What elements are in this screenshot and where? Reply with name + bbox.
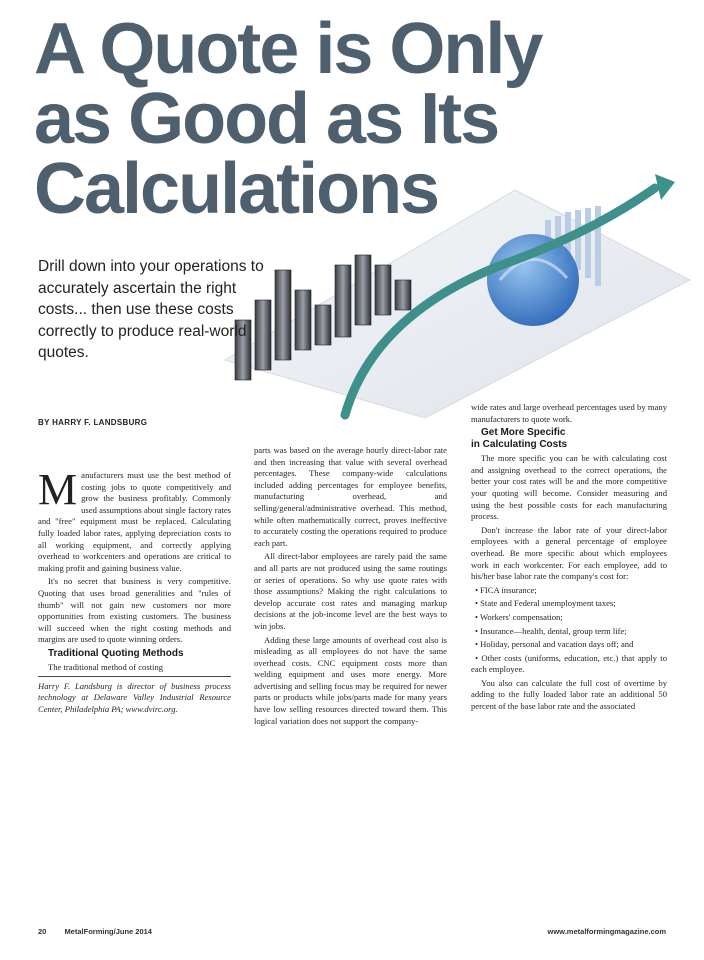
subhead-line-2: in Calculating Costs — [471, 439, 568, 451]
byline: BY HARRY F. LANDSBURG — [38, 418, 148, 427]
title-line-1: A Quote is Only — [34, 9, 542, 89]
bullet-item: • Other costs (uniforms, education, etc.) that apply to each employee. — [471, 652, 667, 675]
page-number: 20 — [38, 927, 47, 936]
subhead-line-1: Get More Specific — [481, 427, 566, 439]
issue-label: MetalForming/June 2014 — [64, 927, 152, 936]
page-footer — [38, 927, 666, 939]
hero-chart-illustration — [215, 170, 695, 420]
bullet-item: • Holiday, personal and vacation days off; and — [475, 639, 634, 650]
bullet-item: • Insurance—health, dental, group term life; — [475, 625, 627, 636]
column-3 — [471, 402, 667, 914]
bullet-item: • State and Federal unemployment taxes; — [475, 598, 616, 609]
bullet-item: • FICA insurance; — [475, 584, 537, 595]
paragraph: It's no secret that business is very competitive. Quoting that uses broad generalities and "rules of thumb" will not gain new customers nor more opportunities from existing customers. The business will succeed when the right costing methods and margins are used to quote winning orders. — [38, 576, 231, 645]
title-line-3: Calculations — [34, 149, 439, 229]
column-2 — [254, 445, 447, 913]
paragraph: The more specific you can be with calculating cost and assigning overhead to the correct operations, the better your cost rates will be and the more competitive your quoting will become. Consider measuring and using the best possible costs for each manufacturing process. — [471, 453, 667, 522]
paragraph: The traditional method of costing — [48, 661, 164, 672]
subhead-traditional-quoting: Traditional Quoting Methods — [48, 647, 184, 659]
paragraph: parts was based on the average hourly direct-labor rate and then increasing that value with several overhead percentages. These company-wide calculations included adding percentages for employee benefits, manufacturing overhead, and selling/general/administrative overhead. This method, while often mathematically correct, proves ineffective to accurately costing the operations required to produce each part. — [254, 445, 447, 548]
footer-left — [38, 927, 152, 936]
paragraph: wide rates and large overhead percentages used by many manufacturers to quote work. — [471, 402, 667, 424]
intro-text: anufacturers must use the best method of costing jobs to quote competitively and grow the business profitably. Commonly used assumptions about single factory rates and "free" equipment must be replaced. Calculating fully loaded labor rates, applying depreciation costs to all working equipment, and correctly applying overhead to workcenters and operations are critical to making profit and gaining business value. — [38, 470, 231, 573]
paragraph: Don't increase the labor rate of your direct-labor employees with a general percentage of employee overhead. Be more specific about which employees work in each workcenter. For each employee, add to his/her base labor rate the company's cost for: — [471, 524, 667, 582]
footer-url[interactable]: www.metalformingmagazine.com — [547, 927, 666, 936]
intro-paragraph — [38, 470, 231, 574]
author-bio: Harry F. Landsburg is director of business process technology at Delaware Valley Industrial Resource Center, Philadelphia PA; www.dvirc.org. — [38, 676, 231, 716]
subhead-get-more-specific — [471, 427, 667, 451]
bullet-item: • Workers' compensation; — [475, 611, 563, 622]
paragraph: Adding these large amounts of overhead cost also is misleading as all employees do not have the same overhead costs. CNC equipment costs more than welding equipment and uses more energy. More advertising and selling focus may be required for newer parts or products while jobs/parts made for many years have low selling resources directed toward them. This logical variation does not support the company- — [254, 634, 447, 726]
paragraph: You also can calculate the full cost of overtime by adding to the fully loaded labor rate an additional 50 percent of the base labor rate and the associated — [471, 677, 667, 712]
paragraph: All direct-labor employees are rarely paid the same and all parts are not produced using the same routings or series of operations. So why use quote rates with those assumptions? Making the right calculations to develop accurate cost rates and managing markup decisions at the job-income level are the best ways to win jobs. — [254, 551, 447, 631]
article-deck: Drill down into your operations to accurately ascertain the right costs... then use these costs correctly to produce real-world quotes. — [38, 258, 264, 361]
title-line-2: as Good as Its — [34, 79, 499, 159]
drop-cap: M — [38, 470, 78, 514]
column-1 — [38, 470, 231, 902]
